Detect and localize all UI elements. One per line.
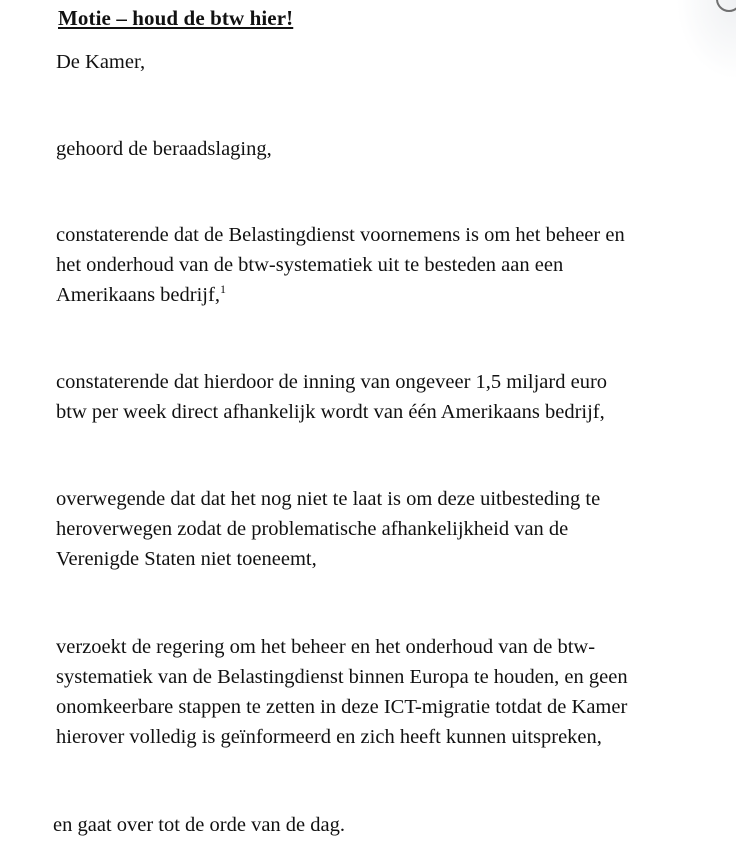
considering-clause-2: [56, 367, 724, 427]
closing-line: en gaat over tot de orde van de dag.: [53, 814, 346, 836]
considering-clause-1: [56, 220, 724, 310]
addressee-line: De Kamer,: [56, 51, 146, 73]
clause-line: systematiek van de Belastingdienst binnen Europa te houden, en geen: [56, 666, 628, 688]
closing-clause: [53, 810, 721, 840]
clause-line: onomkeerbare stappen te zetten in deze ICT-migratie totdat de Kamer: [56, 696, 628, 718]
clause-line: het onderhoud van de btw-systematiek uit te besteden aan een: [56, 254, 564, 276]
clause-line: Verenigde Staten niet toeneemt,: [56, 548, 317, 570]
motion-title: Motie – houd de btw hier!: [58, 6, 294, 30]
heard-clause: [56, 134, 724, 164]
request-clause: [56, 632, 724, 752]
clause-line: constaterende dat hierdoor de inning van ongeveer 1,5 miljard euro: [56, 371, 608, 393]
addressee: [56, 47, 724, 77]
weighing-clause: [56, 484, 724, 574]
clause-line-text: Amerikaans bedrijf,: [56, 284, 220, 306]
clause-line: btw per week direct afhankelijk wordt van één Amerikaans bedrijf,: [56, 401, 605, 423]
clause-line: overwegende dat dat het nog niet te laat is om deze uitbesteding te: [56, 488, 601, 510]
clause-line: verzoekt de regering om het beheer en het onderhoud van de btw-: [56, 636, 596, 658]
clause-line: hierover volledig is geïnformeerd en zich heeft kunnen uitspreken,: [56, 726, 602, 748]
heard-line: gehoord de beraadslaging,: [56, 138, 272, 160]
footnote-marker[interactable]: 1: [219, 282, 226, 297]
clause-line: heroverwegen zodat de problematische afhankelijkheid van de: [56, 518, 569, 540]
clause-line: constaterende dat de Belastingdienst voornemens is om het beheer en: [56, 224, 625, 246]
clause-line: [56, 280, 724, 310]
